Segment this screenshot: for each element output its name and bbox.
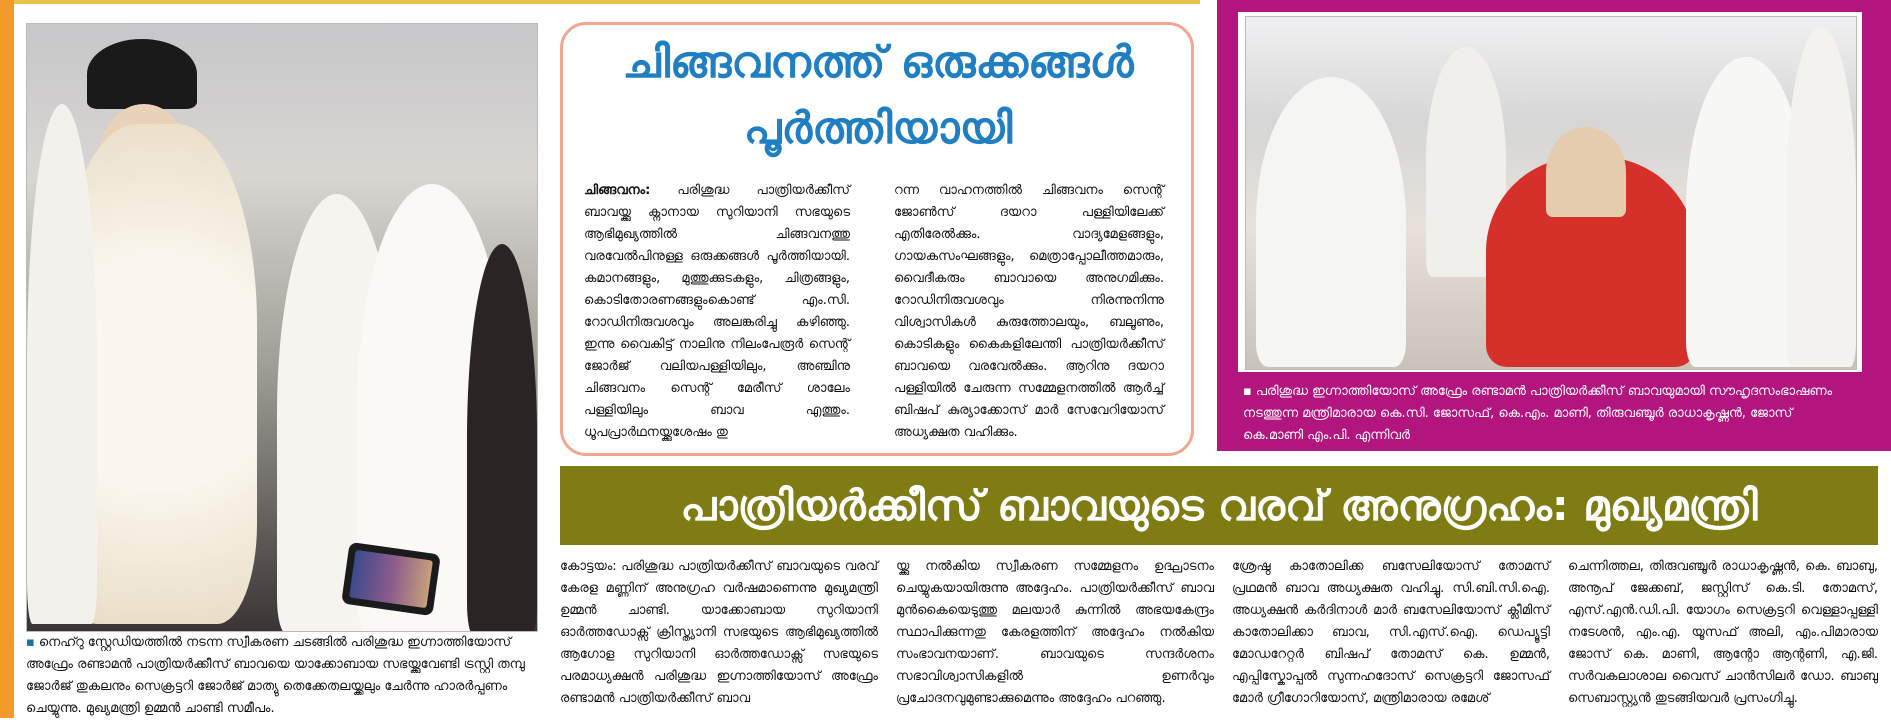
minister-far-right (1786, 27, 1856, 367)
article-column-2: യ്ക്കു നൽകിയ സ്വീകരണ സമ്മേളനം ഉദ്ഘാടനം ചെയ്യുകയായിരുന്നു അദ്ദേഹം. പാത്രിയർക്കീസ് ബാവ മുൻകൈയെടുത്തു മലയാർ കുന്നിൽ അഭയകേന്ദ്രം സ്ഥാപിക്കുന്നതു കേരളത്തിന് അദ്ദേഹം നൽകിയ സംഭാവനയാണ്. ബാവയുടെ സന്ദർശനം സഭാവിശ്വാസികളിൽ ഉണർവും പ്രചോദനവുമുണ്ടാക്കുമെന്നും അദ്ദേഹം പറഞ്ഞു. (896, 559, 1214, 706)
feature-col1-text: പരിശുദ്ധ പാത്രിയർക്കീസ് ബാവയ്ക്കു ക്നാനായ സുറിയാനി സഭയുടെ ആഭിമുഖ്യത്തിൽ ചിങ്ങവനത്തു വരവേൽപിനുള്ള ഒരുക്കങ്ങൾ പൂർത്തിയായി. കമാനങ്ങളും, മുത്തുക്കുടകളും, ചിത്രങ്ങളും, കൊടിതോരണങ്ങളുംകൊണ്ട് എം.സി. റോഡിനിരുവശവും അലങ്കരിച്ചു കഴിഞ്ഞു. ഇന്നു വൈകിട്ട് നാലിനു നിലംപേരൂർ സെന്റ് ജോർജ് വലിയപള്ളിയിലും, അഞ്ചിനു ചിങ്ങവനം സെന്റ് മേരീസ് ശാലേം പള്ളിയിലും ബാവ എത്തും. ധൂപപ്രാർഥനയ്ക്കുശേഷം തു (584, 183, 850, 440)
photo-garland-ceremony (26, 23, 538, 632)
feature-headline-line1: ചിങ്ങവനത്ത് ഒരുക്കങ്ങൾ (622, 37, 1134, 88)
minister-left (1256, 77, 1406, 367)
top-rule (0, 0, 1200, 4)
caption-right-photo (1243, 381, 1855, 447)
article-column-1: കോട്ടയം: പരിശുദ്ധ പാത്രിയർക്കീസ് ബാവയുടെ വരവ് കേരള മണ്ണിന് അനുഗ്രഹ വർഷമാണെന്നു മുഖ്യമന്ത്രി ഉമ്മൻ ചാണ്ടി. യാക്കോബായ സുറിയാനി ഓർത്തഡോക്സ് ക്രിസ്ത്യാനി സഭയുടെ ആഭിമുഖ്യത്തിൽ ആഗോള സുറിയാനി ഓർത്തഡോക്സ് സഭയുടെ പരമാധ്യക്ഷൻ പരിശുദ്ധ ഇഗ്നാത്തിയോസ് അഫ്രേം രണ്ടാമൻ പാത്രിയർക്കീസ് ബാവ (560, 559, 878, 706)
feature-column-2: റന്ന വാഹനത്തിൽ ചിങ്ങവനം സെന്റ് ജോൺസ് ദയറാ പള്ളിയിലേക്ക് എതിരേൽക്കും. വാദ്യമേളങ്ങളും, ഗായകസംഘങ്ങളും, മെത്രാപ്പോലീത്തമാരും, വൈദീകരും ബാവായെ അനുഗമിക്കും. റോഡിനിരുവശവും നിരന്നുനിന്നു വിശ്വാസികൾ കുരുത്തോലയും, ബലൂണും, കൊടികളും കൈകളിലേന്തി പാത്രിയർക്കീസ് ബാവയെ വരവേൽക്കും. ആറിനു ദയറാ പള്ളിയിൽ ചേരുന്ന സമ്മേളനത്തിൽ ആർച്ച് ബിഷപ് കുര്യാക്കോസ് മാർ സേവേറിയോസ് അധ്യക്ഷത വഹിക്കും. (894, 183, 1164, 440)
left-color-strip (0, 0, 14, 718)
person-left (27, 104, 97, 624)
caption-left-photo (26, 632, 534, 720)
photo-ministers-meeting (1245, 16, 1857, 370)
main-headline: പാത്രിയർക്കീസ് ബാവയുടെ വരവ് അനുഗ്രഹം: മുഖ്യമന്ത്രി (680, 481, 1758, 530)
person-right-dark (467, 244, 537, 632)
article-column-3: ശ്രേഷ്ഠ കാതോലിക്ക ബസേലിയോസ് തോമസ് പ്രഥമൻ ബാവ അധ്യക്ഷത വഹിച്ചു. സി.ബി.സി.ഐ. അധ്യക്ഷൻ കർദിനാൾ മാർ ബസേലിയോസ് ക്ലീമിസ് കാതോലിക്കാ ബാവ, സി.എസ്.ഐ. ഡെപ്യൂട്ടി മോഡറേറ്റർ ബിഷപ് തോമസ് കെ. ഉമ്മൻ, എപ്പിസ്കോപ്പൽ സുന്നഹദോസ് സെക്രട്ടറി ജോസഫ് മോർ ഗ്രീഗോറിയോസ്, മന്ത്രിമാരായ രമേശ് (1232, 559, 1550, 706)
article-column-4: ചെന്നിത്തല, തിരുവഞ്ചൂർ രാധാകൃഷ്ണൻ, കെ. ബാബു, അനൂപ് ജേക്കബ്, ജസ്റ്റിസ് കെ.ടി. തോമസ്, എസ്.എൻ.ഡി.പി. യോഗം സെക്രട്ടറി വെള്ളാപ്പള്ളി നടേശൻ, എം.എ. യൂസഫ് അലി, എം.പിമാരായ ജോസ് കെ. മാണി, ആന്റോ ആന്റണി, എ.ജി. സർവകലാശാല വൈസ് ചാൻസിലർ ഡോ. ബാബു സെബാസ്റ്റ്യൻ തുടങ്ങിയവർ പ്രസംഗിച്ചു. (1568, 559, 1878, 706)
phone-in-photo (341, 542, 441, 616)
patriarch-headwear (87, 39, 197, 109)
caption-bullet-icon: ▪ (26, 635, 35, 650)
feature-headline (588, 30, 1168, 162)
caption-right-text: പരിശുദ്ധ ഇഗ്നാത്തിയോസ് അഫ്രേം രണ്ടാമൻ പാത്രിയർക്കീസ് ബാവയുമായി സൗഹൃദസംഭാഷണം നടത്തുന്ന മന്ത്രിമാരായ കെ.സി. ജോസഫ്, കെ.എം. മാണി, തിരുവഞ്ചൂർ രാധാകൃഷ്ണൻ, ജോസ് കെ.മാണി എം.പി. എന്നിവർ (1243, 384, 1833, 443)
dateline: ചിങ്ങവനം: (584, 183, 651, 198)
patriarch-face (1546, 127, 1626, 217)
feature-headline-line2: പൂർത്തിയായി (743, 103, 1013, 154)
caption-left-text: നെഹ്റു സ്റ്റേഡിയത്തിൽ നടന്ന സ്വീകരണ ചടങ്ങിൽ പരിശുദ്ധ ഇഗ്നാത്തിയോസ് അഫ്രേം രണ്ടാമൻ പാത്രിയർക്കീസ് ബാവയെ യാക്കോബായ സഭയ്ക്കുവേണ്ടി ട്രസ്റ്റി തമ്പു ജോർജ് തുകലനും സെക്രട്ടറി ജോർജ് മാത്യു തെക്കേതലയ്ക്കലും ചേർന്നു ഹാരർപ്പണം ചെയ്യുന്നു. മുഖ്യമന്ത്രി ഉമ്മൻ ചാണ്ടി സമീപം. (26, 635, 525, 716)
caption-bullet-icon: ▪ (1243, 384, 1252, 399)
feature-column-1 (584, 180, 850, 444)
